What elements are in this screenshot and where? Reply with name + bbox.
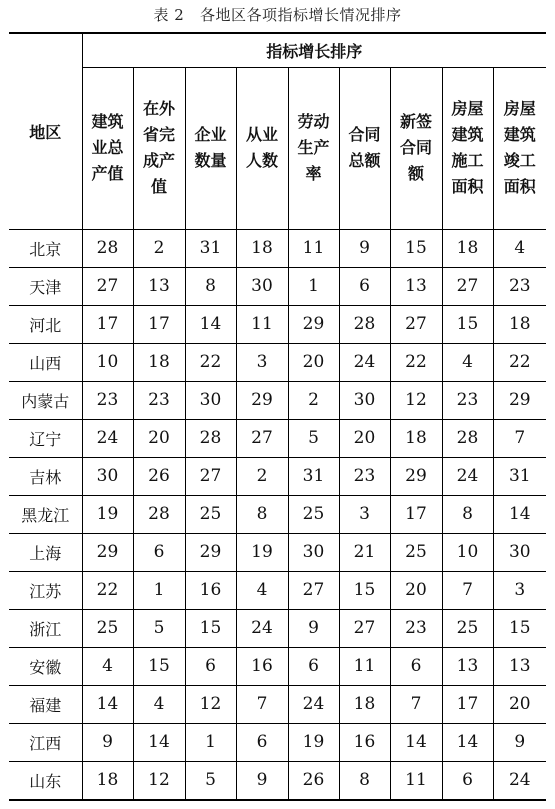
region-cell: 浙江 xyxy=(9,609,82,647)
rank-cell: 14 xyxy=(133,723,185,761)
rank-cell: 29 xyxy=(236,381,288,419)
rank-cell: 18 xyxy=(339,685,390,723)
table-row xyxy=(9,685,546,723)
rank-cell: 6 xyxy=(288,647,339,685)
table-row xyxy=(9,381,546,419)
rank-cell: 11 xyxy=(288,229,339,267)
table-row xyxy=(9,761,546,800)
region-column-header: 地区 xyxy=(9,33,82,229)
rank-cell: 25 xyxy=(442,609,493,647)
rank-cell: 27 xyxy=(442,267,493,305)
column-header xyxy=(288,67,339,229)
rank-cell: 25 xyxy=(185,495,236,533)
rank-cell: 15 xyxy=(493,609,546,647)
column-header-label: 企业数量 xyxy=(194,125,227,170)
column-header-label: 劳动生产率 xyxy=(297,112,330,183)
rank-cell: 5 xyxy=(288,419,339,457)
region-cell: 山东 xyxy=(9,761,82,800)
rank-cell: 30 xyxy=(493,533,546,571)
region-cell: 吉林 xyxy=(9,457,82,495)
rank-cell: 16 xyxy=(185,571,236,609)
rank-cell: 17 xyxy=(82,305,133,343)
rank-cell: 31 xyxy=(185,229,236,267)
table-row xyxy=(9,457,546,495)
rank-cell: 15 xyxy=(442,305,493,343)
rank-cell: 6 xyxy=(133,533,185,571)
rank-cell: 30 xyxy=(288,533,339,571)
rank-cell: 13 xyxy=(493,647,546,685)
table-caption: 表 2 各地区各项指标增长情况排序 xyxy=(153,6,402,24)
region-cell: 北京 xyxy=(9,229,82,267)
rank-cell: 26 xyxy=(288,761,339,800)
rank-cell: 16 xyxy=(236,647,288,685)
rank-cell: 4 xyxy=(82,647,133,685)
table-row xyxy=(9,305,546,343)
rank-cell: 22 xyxy=(390,343,442,381)
rank-cell: 7 xyxy=(442,571,493,609)
rank-cell: 18 xyxy=(133,343,185,381)
rank-cell: 6 xyxy=(185,647,236,685)
rank-cell: 8 xyxy=(185,267,236,305)
rank-cell: 10 xyxy=(82,343,133,381)
rank-cell: 12 xyxy=(133,761,185,800)
rank-cell: 10 xyxy=(442,533,493,571)
rank-cell: 7 xyxy=(236,685,288,723)
rank-cell: 20 xyxy=(390,571,442,609)
rank-cell: 4 xyxy=(493,229,546,267)
rank-cell: 15 xyxy=(133,647,185,685)
column-header xyxy=(442,67,493,229)
region-cell: 内蒙古 xyxy=(9,381,82,419)
rank-cell: 30 xyxy=(185,381,236,419)
rank-cell: 28 xyxy=(442,419,493,457)
rank-cell: 7 xyxy=(390,685,442,723)
rank-cell: 8 xyxy=(442,495,493,533)
rank-cell: 18 xyxy=(236,229,288,267)
rank-cell: 2 xyxy=(133,229,185,267)
rank-cell: 9 xyxy=(82,723,133,761)
rank-cell: 6 xyxy=(339,267,390,305)
rank-cell: 20 xyxy=(288,343,339,381)
region-cell: 黑龙江 xyxy=(9,495,82,533)
rank-cell: 14 xyxy=(390,723,442,761)
rank-cell: 6 xyxy=(390,647,442,685)
region-cell: 上海 xyxy=(9,533,82,571)
rank-cell: 23 xyxy=(390,609,442,647)
rank-cell: 2 xyxy=(288,381,339,419)
rank-cell: 9 xyxy=(236,761,288,800)
rank-cell: 30 xyxy=(339,381,390,419)
table-row xyxy=(9,647,546,685)
rank-cell: 18 xyxy=(493,305,546,343)
rank-cell: 27 xyxy=(288,571,339,609)
rank-cell: 2 xyxy=(236,457,288,495)
rank-cell: 24 xyxy=(339,343,390,381)
rank-cell: 13 xyxy=(390,267,442,305)
column-header-label: 新签合同额 xyxy=(399,112,432,183)
rank-cell: 9 xyxy=(288,609,339,647)
table-row xyxy=(9,723,546,761)
column-header-label: 从业人数 xyxy=(245,125,278,170)
rank-cell: 18 xyxy=(442,229,493,267)
table-row xyxy=(9,267,546,305)
rank-cell: 20 xyxy=(339,419,390,457)
column-header xyxy=(339,67,390,229)
rank-cell: 23 xyxy=(493,267,546,305)
rank-cell: 19 xyxy=(288,723,339,761)
rank-cell: 24 xyxy=(236,609,288,647)
column-header xyxy=(133,67,185,229)
rank-cell: 6 xyxy=(442,761,493,800)
column-header xyxy=(236,67,288,229)
region-cell: 江西 xyxy=(9,723,82,761)
rank-cell: 14 xyxy=(82,685,133,723)
table-row xyxy=(9,609,546,647)
column-header xyxy=(185,67,236,229)
region-cell: 河北 xyxy=(9,305,82,343)
rank-cell: 9 xyxy=(339,229,390,267)
rank-cell: 8 xyxy=(339,761,390,800)
region-cell: 福建 xyxy=(9,685,82,723)
column-header xyxy=(82,67,133,229)
rank-cell: 18 xyxy=(82,761,133,800)
ranking-table xyxy=(9,32,546,801)
rank-cell: 21 xyxy=(339,533,390,571)
rank-cell: 25 xyxy=(288,495,339,533)
rank-cell: 19 xyxy=(82,495,133,533)
rank-cell: 7 xyxy=(493,419,546,457)
column-header-label: 在外省完成产值 xyxy=(142,99,175,196)
rank-cell: 5 xyxy=(185,761,236,800)
rank-cell: 3 xyxy=(493,571,546,609)
rank-cell: 27 xyxy=(339,609,390,647)
rank-cell: 17 xyxy=(133,305,185,343)
rank-cell: 22 xyxy=(82,571,133,609)
rank-cell: 24 xyxy=(442,457,493,495)
rank-cell: 31 xyxy=(288,457,339,495)
rank-cell: 23 xyxy=(339,457,390,495)
rank-cell: 23 xyxy=(82,381,133,419)
rank-cell: 1 xyxy=(288,267,339,305)
rank-cell: 29 xyxy=(390,457,442,495)
column-header xyxy=(493,67,546,229)
rank-cell: 28 xyxy=(339,305,390,343)
rank-cell: 26 xyxy=(133,457,185,495)
rank-cell: 28 xyxy=(185,419,236,457)
rank-cell: 18 xyxy=(390,419,442,457)
rank-cell: 27 xyxy=(236,419,288,457)
rank-cell: 15 xyxy=(339,571,390,609)
rank-cell: 6 xyxy=(236,723,288,761)
rank-cell: 23 xyxy=(442,381,493,419)
rank-cell: 17 xyxy=(442,685,493,723)
rank-cell: 15 xyxy=(185,609,236,647)
rank-cell: 13 xyxy=(442,647,493,685)
rank-cell: 28 xyxy=(82,229,133,267)
table-row xyxy=(9,533,546,571)
rank-cell: 14 xyxy=(185,305,236,343)
rank-cell: 22 xyxy=(493,343,546,381)
rank-cell: 5 xyxy=(133,609,185,647)
column-header-label: 房屋建筑施工面积 xyxy=(451,99,484,196)
rank-cell: 19 xyxy=(236,533,288,571)
rank-cell: 27 xyxy=(390,305,442,343)
rank-cell: 25 xyxy=(390,533,442,571)
region-cell: 安徽 xyxy=(9,647,82,685)
rank-cell: 4 xyxy=(236,571,288,609)
rank-cell: 1 xyxy=(185,723,236,761)
rank-cell: 24 xyxy=(288,685,339,723)
rank-cell: 24 xyxy=(493,761,546,800)
region-cell: 江苏 xyxy=(9,571,82,609)
column-header xyxy=(390,67,442,229)
rank-cell: 14 xyxy=(442,723,493,761)
column-header-label: 合同总额 xyxy=(348,125,381,170)
rank-cell: 25 xyxy=(82,609,133,647)
rank-cell: 24 xyxy=(82,419,133,457)
column-header-label: 房屋建筑竣工面积 xyxy=(503,99,536,196)
rank-cell: 29 xyxy=(493,381,546,419)
rank-cell: 4 xyxy=(442,343,493,381)
region-cell: 山西 xyxy=(9,343,82,381)
rank-cell: 29 xyxy=(288,305,339,343)
table-row xyxy=(9,419,546,457)
rank-cell: 14 xyxy=(493,495,546,533)
rank-cell: 16 xyxy=(339,723,390,761)
rank-cell: 3 xyxy=(236,343,288,381)
rank-cell: 29 xyxy=(185,533,236,571)
region-cell: 天津 xyxy=(9,267,82,305)
indicator-group-header: 指标增长排序 xyxy=(82,33,546,67)
rank-cell: 28 xyxy=(133,495,185,533)
rank-cell: 3 xyxy=(339,495,390,533)
rank-cell: 27 xyxy=(82,267,133,305)
rank-cell: 22 xyxy=(185,343,236,381)
rank-cell: 12 xyxy=(185,685,236,723)
rank-cell: 30 xyxy=(82,457,133,495)
rank-cell: 11 xyxy=(390,761,442,800)
rank-cell: 13 xyxy=(133,267,185,305)
rank-cell: 11 xyxy=(236,305,288,343)
rank-cell: 17 xyxy=(390,495,442,533)
rank-cell: 9 xyxy=(493,723,546,761)
rank-cell: 29 xyxy=(82,533,133,571)
rank-cell: 20 xyxy=(493,685,546,723)
rank-cell: 31 xyxy=(493,457,546,495)
table-row xyxy=(9,495,546,533)
rank-cell: 11 xyxy=(339,647,390,685)
table-row xyxy=(9,343,546,381)
table-row xyxy=(9,229,546,267)
rank-cell: 4 xyxy=(133,685,185,723)
table-row xyxy=(9,571,546,609)
rank-cell: 1 xyxy=(133,571,185,609)
rank-cell: 20 xyxy=(133,419,185,457)
rank-cell: 23 xyxy=(133,381,185,419)
region-cell: 辽宁 xyxy=(9,419,82,457)
rank-cell: 27 xyxy=(185,457,236,495)
rank-cell: 30 xyxy=(236,267,288,305)
rank-cell: 15 xyxy=(390,229,442,267)
rank-cell: 8 xyxy=(236,495,288,533)
rank-cell: 12 xyxy=(390,381,442,419)
column-header-label: 建筑业总产值 xyxy=(91,112,124,183)
